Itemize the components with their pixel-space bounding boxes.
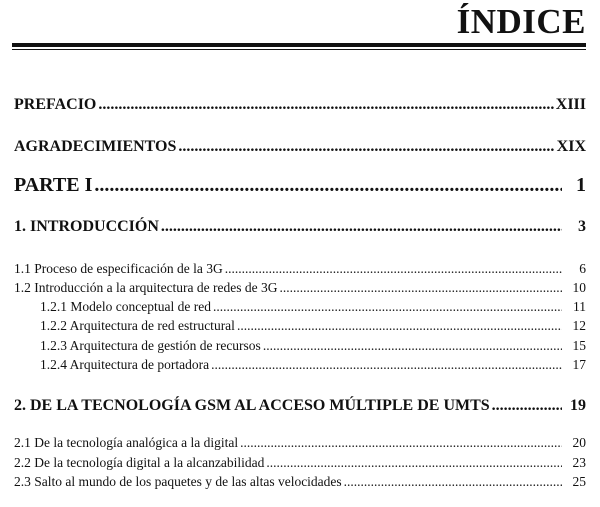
- toc-entry-page: 23: [572, 455, 586, 470]
- toc-entry-section-1-2-4[interactable]: [40, 357, 586, 373]
- toc-leader-dots: [211, 357, 562, 373]
- toc-entry-label: 1.2.4 Arquitectura de portadora: [40, 357, 210, 372]
- toc-leader-dots: [237, 318, 562, 334]
- toc-entry-page: 17: [572, 357, 586, 372]
- toc-leader-dots: [161, 218, 562, 236]
- toc-entry-label: 1. INTRODUCCIÓN: [14, 218, 159, 235]
- toc-entry-label: 1.2.2 Arquitectura de red estructural: [40, 318, 235, 333]
- toc-leader-dots: [225, 261, 562, 277]
- toc-entry-page: 25: [572, 474, 586, 489]
- toc-leader-dots: [98, 96, 553, 114]
- header-rule-thin: [12, 49, 586, 50]
- toc-entry-label: 1.2.1 Modelo conceptual de red: [40, 299, 211, 314]
- toc-entry-label: 2.3 Salto al mundo de los paquetes y de las altas velocidades: [14, 474, 342, 489]
- toc-entry-section-2-3[interactable]: [14, 474, 586, 490]
- toc-entry-page: 19: [570, 397, 586, 414]
- toc-entry-page: 12: [572, 318, 586, 333]
- header-rule-thick: [12, 43, 586, 47]
- toc-entry-page: 15: [572, 338, 586, 353]
- toc-entry-section-1-2-1[interactable]: [40, 299, 586, 315]
- toc-entry-label: 1.2.3 Arquitectura de gestión de recursos: [40, 338, 261, 353]
- toc-entry-label: 2.2 De la tecnología digital a la alcanzabilidad: [14, 455, 265, 470]
- page-title: ÍNDICE: [456, 2, 586, 41]
- toc-entry-label: 2.1 De la tecnología analógica a la digital: [14, 435, 239, 450]
- toc-entry-parte-1[interactable]: [14, 174, 586, 197]
- toc-entry-section-2-1[interactable]: [14, 435, 586, 451]
- toc-entry-label: AGRADECIMIENTOS: [14, 138, 177, 155]
- toc-leader-dots: [492, 397, 562, 415]
- toc-leader-dots: [263, 338, 562, 354]
- toc-entry-label: 1.2 Introducción a la arquitectura de redes de 3G: [14, 280, 278, 295]
- toc-entry-section-2-2[interactable]: [14, 455, 586, 471]
- toc-entry-page: 11: [573, 299, 586, 314]
- toc-entry-page: XIX: [556, 138, 586, 155]
- toc-leader-dots: [280, 280, 562, 296]
- toc-entry-label: 2. DE LA TECNOLOGÍA GSM AL ACCESO MÚLTIPLE DE UMTS: [14, 397, 490, 414]
- toc-entry-page: 1: [576, 174, 586, 196]
- toc-leader-dots: [266, 455, 562, 471]
- toc-leader-dots: [94, 174, 562, 197]
- toc-leader-dots: [344, 474, 562, 490]
- toc-entry-label: PARTE I: [14, 174, 93, 196]
- toc-entry-section-1-1[interactable]: [14, 261, 586, 277]
- toc-entry-section-1-2-2[interactable]: [40, 318, 586, 334]
- toc-entry-page: 10: [572, 280, 586, 295]
- toc-leader-dots: [240, 435, 562, 451]
- toc-entry-page: XIII: [555, 96, 586, 113]
- toc-entry-chapter-2[interactable]: [14, 397, 586, 415]
- toc-entry-page: 20: [572, 435, 586, 450]
- toc-entry-section-1-2-3[interactable]: [40, 338, 586, 354]
- toc-entry-chapter-1[interactable]: [14, 218, 586, 236]
- toc-entry-label: PREFACIO: [14, 96, 97, 113]
- toc-entry-page: 6: [579, 261, 586, 276]
- toc-leader-dots: [178, 138, 554, 156]
- toc-entry-agradecimientos[interactable]: [14, 138, 586, 156]
- toc-entry-prefacio[interactable]: [14, 96, 586, 114]
- toc-entry-section-1-2[interactable]: [14, 280, 586, 296]
- toc-entry-page: 3: [578, 218, 586, 235]
- toc-leader-dots: [213, 299, 562, 315]
- toc-entry-label: 1.1 Proceso de especificación de la 3G: [14, 261, 223, 276]
